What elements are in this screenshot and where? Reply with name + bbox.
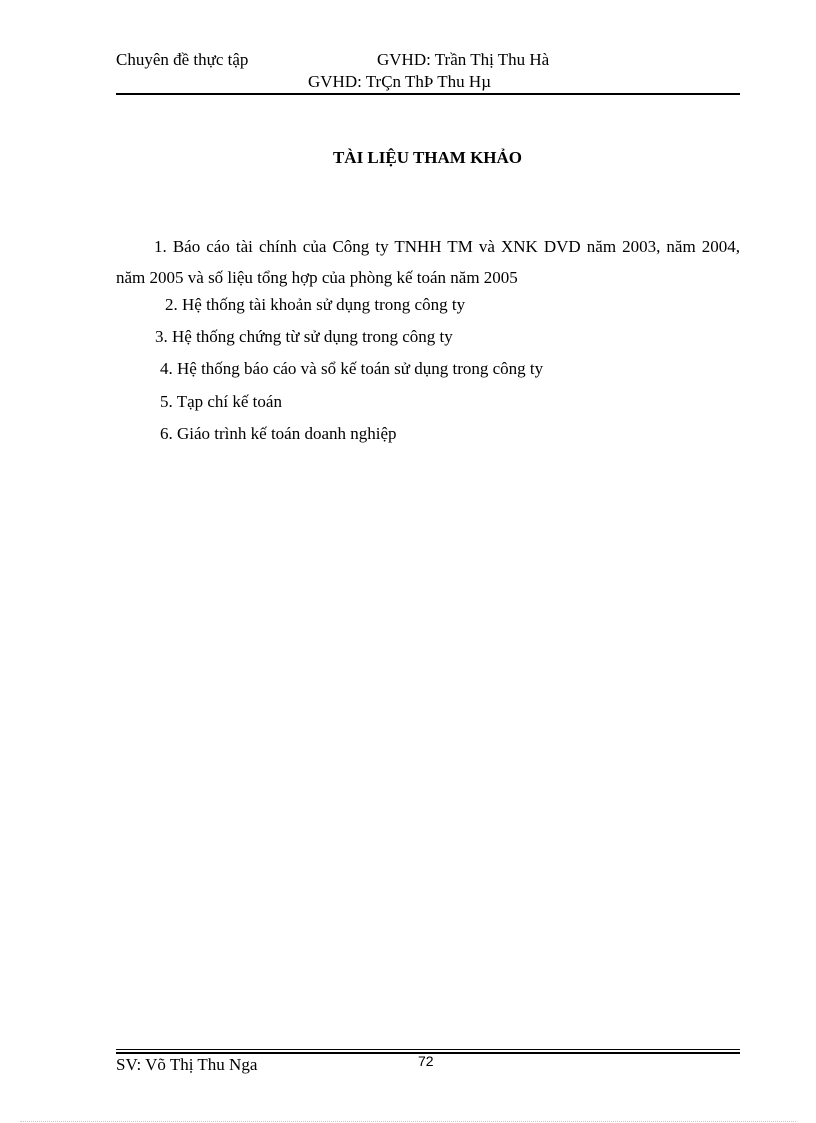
header-supervisor-legacy-encoding: GVHD: TrÇn ThÞ Thu Hµ [308,72,491,91]
reference-item-3: 3. Hệ thống chứng từ sử dụng trong công ty [155,327,453,346]
page-bottom-dotted-border [20,1121,796,1122]
footer-divider-top [116,1049,740,1050]
page-number: 72 [418,1053,434,1069]
header-report-type: Chuyên đề thực tập [116,50,249,69]
header-divider [116,93,740,95]
reference-item-2: 2. Hệ thống tài khoản sử dụng trong công ty [165,295,466,314]
header-supervisor: GVHD: Trần Thị Thu Hà [377,50,550,69]
reference-item-1: 1. Báo cáo tài chính của Công ty TNHH TM và XNK DVD năm 2003, năm 2004, năm 2005 và số liệu tổng hợp của phòng kế toán năm 2005 [116,237,740,287]
footer-student-name: SV: Võ Thị Thu Nga [116,1055,258,1074]
page-title: TÀI LIỆU THAM KHẢO [332,148,523,167]
reference-item-4: 4. Hệ thống báo cáo và sổ kế toán sử dụng trong công ty [160,359,544,378]
reference-item-6: 6. Giáo trình kế toán doanh nghiệp [160,424,397,443]
reference-item-5: 5. Tạp chí kế toán [160,392,282,411]
